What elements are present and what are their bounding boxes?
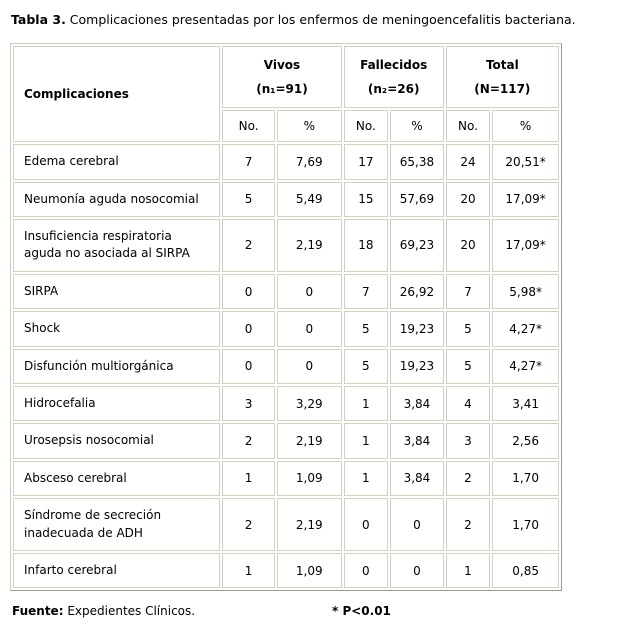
significance-note: * P<0.01 bbox=[332, 604, 391, 619]
cell-fallecidos-pct: 26,92 bbox=[390, 274, 444, 309]
row-label: Síndrome de secreción inadecuada de ADH bbox=[13, 498, 220, 551]
table-row bbox=[13, 498, 559, 551]
cell-vivos-pct: 2,19 bbox=[277, 498, 342, 551]
cell-fallecidos-no: 17 bbox=[344, 144, 389, 179]
row-label: SIRPA bbox=[13, 274, 220, 309]
cell-vivos-pct: 5,49 bbox=[277, 182, 342, 217]
cell-vivos-no: 2 bbox=[222, 219, 275, 272]
column-header-vivos bbox=[222, 46, 341, 108]
cell-vivos-pct: 0 bbox=[277, 349, 342, 384]
source-label: Fuente: bbox=[12, 604, 64, 619]
table-row bbox=[13, 423, 559, 458]
cell-total-pct: 4,27* bbox=[492, 349, 559, 384]
source-text: Expedientes Clínicos. bbox=[63, 604, 196, 619]
table-row bbox=[13, 144, 559, 179]
cell-fallecidos-no: 5 bbox=[344, 311, 389, 346]
cell-fallecidos-no: 5 bbox=[344, 349, 389, 384]
cell-vivos-pct: 1,09 bbox=[277, 461, 342, 496]
row-label: Hidrocefalia bbox=[13, 386, 220, 421]
cell-vivos-no: 0 bbox=[222, 274, 275, 309]
cell-vivos-no: 2 bbox=[222, 423, 275, 458]
table-row bbox=[13, 461, 559, 496]
header-row-groups bbox=[13, 46, 559, 108]
cell-total-no: 2 bbox=[446, 461, 491, 496]
cell-fallecidos-no: 1 bbox=[344, 461, 389, 496]
cell-fallecidos-pct: 65,38 bbox=[390, 144, 444, 179]
group-fallecidos-n: (n₂=26) bbox=[367, 82, 420, 97]
table-footer bbox=[10, 604, 622, 624]
cell-total-pct: 2,56 bbox=[492, 423, 559, 458]
cell-total-no: 24 bbox=[446, 144, 491, 179]
table-row bbox=[13, 349, 559, 384]
cell-total-no: 5 bbox=[446, 311, 491, 346]
cell-fallecidos-pct: 19,23 bbox=[390, 311, 444, 346]
group-total-label: Total bbox=[485, 58, 519, 73]
row-label: Shock bbox=[13, 311, 220, 346]
cell-vivos-no: 2 bbox=[222, 498, 275, 551]
cell-total-no: 3 bbox=[446, 423, 491, 458]
subheader-total-no: No. bbox=[446, 110, 491, 142]
cell-fallecidos-pct: 3,84 bbox=[390, 461, 444, 496]
cell-vivos-pct: 7,69 bbox=[277, 144, 342, 179]
subheader-fallecidos-pct: % bbox=[390, 110, 444, 142]
table-row bbox=[13, 219, 559, 272]
cell-vivos-pct: 2,19 bbox=[277, 219, 342, 272]
group-fallecidos-label: Fallecidos bbox=[360, 58, 428, 73]
cell-total-pct: 17,09* bbox=[492, 219, 559, 272]
complications-table bbox=[10, 43, 562, 591]
row-label: Neumonía aguda nosocomial bbox=[13, 182, 220, 217]
cell-vivos-no: 3 bbox=[222, 386, 275, 421]
cell-total-pct: 4,27* bbox=[492, 311, 559, 346]
cell-total-pct: 0,85 bbox=[492, 553, 559, 588]
cell-fallecidos-no: 15 bbox=[344, 182, 389, 217]
column-header-fallecidos bbox=[344, 46, 444, 108]
cell-vivos-pct: 0 bbox=[277, 311, 342, 346]
cell-total-no: 7 bbox=[446, 274, 491, 309]
cell-total-pct: 17,09* bbox=[492, 182, 559, 217]
cell-vivos-pct: 0 bbox=[277, 274, 342, 309]
cell-vivos-no: 1 bbox=[222, 461, 275, 496]
group-vivos-label: Vivos bbox=[263, 58, 301, 73]
table-caption-text: Complicaciones presentadas por los enfermos de meningoencefalitis bacteriana. bbox=[65, 12, 576, 27]
row-label: Insuficiencia respiratoria aguda no asociada al SIRPA bbox=[13, 219, 220, 272]
cell-fallecidos-no: 18 bbox=[344, 219, 389, 272]
cell-fallecidos-pct: 57,69 bbox=[390, 182, 444, 217]
cell-vivos-pct: 1,09 bbox=[277, 553, 342, 588]
cell-vivos-no: 0 bbox=[222, 349, 275, 384]
group-vivos-n: (n₁=91) bbox=[256, 82, 308, 97]
cell-fallecidos-pct: 0 bbox=[390, 498, 444, 551]
table-caption bbox=[11, 12, 622, 28]
subheader-fallecidos-no: No. bbox=[344, 110, 389, 142]
cell-vivos-no: 7 bbox=[222, 144, 275, 179]
cell-fallecidos-no: 0 bbox=[344, 553, 389, 588]
cell-total-no: 5 bbox=[446, 349, 491, 384]
cell-fallecidos-pct: 69,23 bbox=[390, 219, 444, 272]
cell-total-pct: 20,51* bbox=[492, 144, 559, 179]
cell-vivos-no: 5 bbox=[222, 182, 275, 217]
cell-fallecidos-no: 1 bbox=[344, 423, 389, 458]
subheader-total-pct: % bbox=[492, 110, 559, 142]
cell-fallecidos-no: 0 bbox=[344, 498, 389, 551]
row-label: Absceso cerebral bbox=[13, 461, 220, 496]
table-caption-number: Tabla 3. bbox=[11, 12, 66, 27]
table-row bbox=[13, 386, 559, 421]
cell-total-pct: 3,41 bbox=[492, 386, 559, 421]
cell-vivos-no: 1 bbox=[222, 553, 275, 588]
cell-total-pct: 1,70 bbox=[492, 461, 559, 496]
cell-total-no: 1 bbox=[446, 553, 491, 588]
cell-vivos-pct: 2,19 bbox=[277, 423, 342, 458]
cell-fallecidos-pct: 0 bbox=[390, 553, 444, 588]
cell-fallecidos-pct: 3,84 bbox=[390, 423, 444, 458]
row-label: Infarto cerebral bbox=[13, 553, 220, 588]
row-label: Disfunción multiorgánica bbox=[13, 349, 220, 384]
column-header-complicaciones: Complicaciones bbox=[13, 46, 220, 142]
table-row bbox=[13, 311, 559, 346]
cell-fallecidos-no: 7 bbox=[344, 274, 389, 309]
cell-total-no: 20 bbox=[446, 219, 491, 272]
cell-vivos-pct: 3,29 bbox=[277, 386, 342, 421]
cell-total-no: 2 bbox=[446, 498, 491, 551]
cell-fallecidos-pct: 3,84 bbox=[390, 386, 444, 421]
table-row bbox=[13, 274, 559, 309]
cell-total-pct: 5,98* bbox=[492, 274, 559, 309]
column-header-total bbox=[446, 46, 559, 108]
cell-total-no: 20 bbox=[446, 182, 491, 217]
subheader-vivos-no: No. bbox=[222, 110, 275, 142]
cell-total-pct: 1,70 bbox=[492, 498, 559, 551]
cell-fallecidos-no: 1 bbox=[344, 386, 389, 421]
cell-total-no: 4 bbox=[446, 386, 491, 421]
table-row bbox=[13, 182, 559, 217]
subheader-vivos-pct: % bbox=[277, 110, 342, 142]
group-total-n: (N=117) bbox=[474, 82, 531, 97]
table-row bbox=[13, 553, 559, 588]
cell-fallecidos-pct: 19,23 bbox=[390, 349, 444, 384]
row-label: Urosepsis nosocomial bbox=[13, 423, 220, 458]
cell-vivos-no: 0 bbox=[222, 311, 275, 346]
row-label: Edema cerebral bbox=[13, 144, 220, 179]
